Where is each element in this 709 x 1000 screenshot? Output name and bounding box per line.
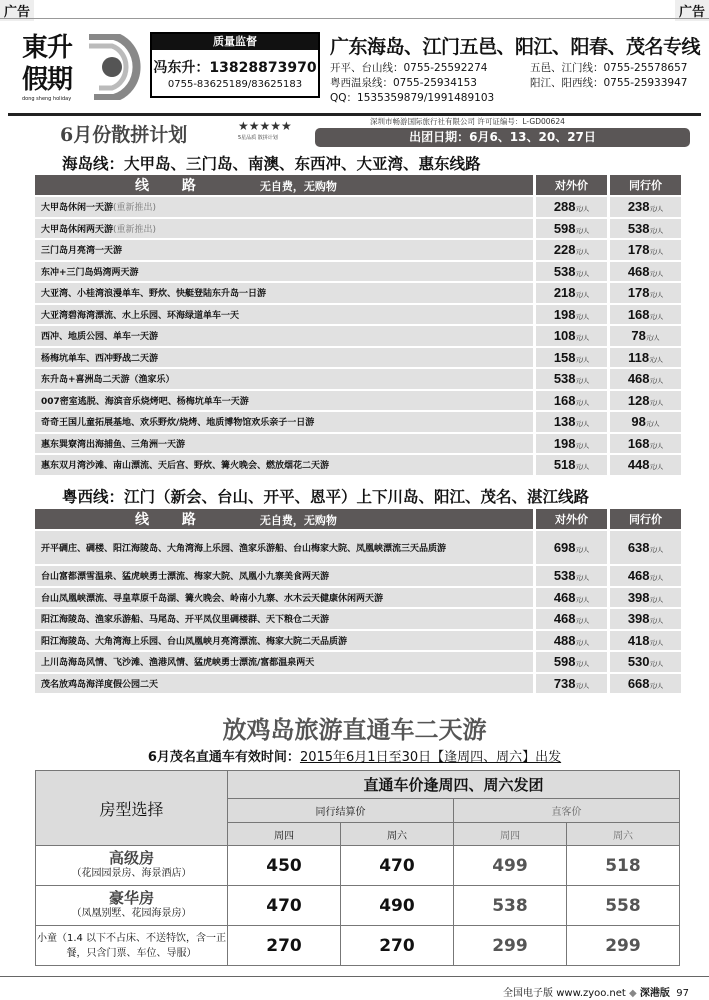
fangji-validity: [0, 746, 709, 765]
public-price: 738元/人: [536, 674, 607, 694]
day-header: 周六: [566, 823, 679, 846]
route-name: 西冲、地质公园、单车一天游: [35, 326, 533, 346]
room-type: [36, 926, 228, 966]
room-price: 558: [566, 886, 679, 926]
logo-sub: dong sheng holiday: [22, 96, 72, 102]
day-header: 周四: [453, 823, 566, 846]
fangji-price-table: [35, 770, 680, 966]
public-price: 538元/人: [536, 566, 607, 586]
company-license: 深圳市畅游国际旅行社有限公司 许可证编号：L-GD00624: [370, 117, 565, 126]
footer: [503, 984, 689, 999]
table-row: [35, 391, 681, 411]
plan-title: 6月份散拼计划: [60, 124, 188, 146]
room-type: [36, 846, 228, 886]
room-price: 450: [228, 846, 341, 886]
route-name: 阳江海陵岛、渔家乐游船、马尾岛、开平凤仪里碉楼群、天下粮仓二天游: [35, 609, 533, 629]
room-price: 499: [453, 846, 566, 886]
logo-line2: 假期: [22, 65, 73, 95]
public-price: 168元/人: [536, 391, 607, 411]
quality-phones: 0755-83625189/83625183: [167, 79, 303, 90]
route-name: 阳江海陵岛、大角湾海上乐园、台山凤凰峡月亮湾漂流、梅家大院二天品质游: [35, 631, 533, 651]
trade-price: 418元/人: [610, 631, 681, 651]
room-price: 470: [228, 886, 341, 926]
table-row: [35, 369, 681, 389]
public-price-header: 对外价: [536, 175, 607, 195]
room-price: 518: [566, 846, 679, 886]
trade-price: 118元/人: [610, 348, 681, 368]
table-row: [35, 326, 681, 346]
day-header: 周四: [228, 823, 341, 846]
route-note: (重新推出): [113, 224, 157, 235]
table-row: [35, 412, 681, 432]
section1-title: 海岛线：大甲岛、三门岛、南澳、东西冲、大亚湾、惠东线路: [62, 155, 481, 173]
room-price: 270: [228, 926, 341, 966]
table-row: [35, 455, 681, 475]
room-price: 490: [340, 886, 453, 926]
direct-price-header: 直客价: [453, 799, 679, 823]
route-header: 线 路 无自费，无购物: [35, 175, 533, 195]
public-price: 198元/人: [536, 305, 607, 325]
room-type: [36, 886, 228, 926]
table-row: [35, 609, 681, 629]
stars-sub: 5星品质 散拼计划: [238, 135, 278, 141]
room-price: 299: [453, 926, 566, 966]
route-name: 杨梅坑单车、西冲野战二天游: [35, 348, 533, 368]
trade-price: 238元/人: [610, 197, 681, 217]
validity-value: 2015年6月1日至30日【逢周四、周六】出发: [299, 750, 562, 765]
public-price: 518元/人: [536, 455, 607, 475]
trade-price: 468元/人: [610, 262, 681, 282]
stars-rating: [238, 120, 292, 144]
logo: [22, 34, 142, 102]
stars-icon: ★★★★★: [238, 119, 292, 133]
route-name: 大甲岛休闲一天游(重新推出): [35, 197, 533, 217]
table-row: [35, 348, 681, 368]
validity-label: 6月茂名直通车有效时间：: [147, 750, 300, 765]
room-desc: （花园园景房、海景酒店）: [71, 867, 192, 879]
route-name: 东升岛+喜洲岛二天游（渔家乐）: [35, 369, 533, 389]
footer-edition: 深港版: [639, 988, 670, 999]
public-price: 598元/人: [536, 652, 607, 672]
trade-price: 530元/人: [610, 652, 681, 672]
room-row: [36, 886, 680, 926]
fangji-title: 放鸡岛旅游直通车二天游: [222, 716, 487, 744]
table-row: [35, 588, 681, 608]
trade-price: 448元/人: [610, 455, 681, 475]
logo-swirl-icon: [84, 34, 144, 100]
route-name: 奇奇王国儿童拓展基地、欢乐野炊/烧烤、地质博物馆欢乐亲子一日游: [35, 412, 533, 432]
trade-price: 668元/人: [610, 674, 681, 694]
public-price: 228元/人: [536, 240, 607, 260]
footer-site: 全国电子版 www.zyoo.net: [503, 988, 626, 999]
trade-price: 168元/人: [610, 434, 681, 454]
table-row: [35, 262, 681, 282]
route-name: 007密室逃脱、海滨音乐烧烤吧、杨梅坑单车一天游: [35, 391, 533, 411]
route-name: 茂名放鸡岛海洋度假公园二天: [35, 674, 533, 694]
route-name: 三门岛月亮湾一天游: [35, 240, 533, 260]
table-row: [35, 531, 681, 564]
route-name: 台山凤凰峡漂流、寻皇草原千岛湖、篝火晚会、岭南小九寨、水木云天健康休闲两天游: [35, 588, 533, 608]
divider: [0, 18, 709, 19]
group-header: 直通车价逢周四、周六发团: [228, 771, 680, 799]
trade-price: 98元/人: [610, 412, 681, 432]
room-desc: （凤凰别墅、花园海景房）: [71, 907, 192, 919]
public-price: 198元/人: [536, 434, 607, 454]
room-name: 高级房: [108, 848, 154, 867]
route-name: 上川岛海岛风情、飞沙滩、渔港风情、猛虎峡勇士漂流/富都温泉两天: [35, 652, 533, 672]
contact-line: 阳江、阳西线：0755-25933947: [530, 77, 688, 89]
route-note: (重新推出): [113, 203, 157, 214]
quality-title: 质量监督: [152, 34, 318, 50]
trade-price: 78元/人: [610, 326, 681, 346]
quality-supervision-box: [150, 32, 320, 98]
table-row: [35, 434, 681, 454]
trade-price: 178元/人: [610, 283, 681, 303]
public-price: 488元/人: [536, 631, 607, 651]
route-name: 惠东双月湾沙滩、南山漂流、天后宫、野炊、篝火晚会、燃放烟花二天游: [35, 455, 533, 475]
room-row: [36, 926, 680, 966]
contact-line: 粤西温泉线：0755-25934153: [330, 77, 477, 89]
public-price: 138元/人: [536, 412, 607, 432]
trade-price: 638元/人: [610, 531, 681, 564]
room-price: 470: [340, 846, 453, 886]
public-price: 538元/人: [536, 369, 607, 389]
contact-line: 开平、台山线：0755-25592274: [330, 62, 488, 74]
island-routes-table: [32, 173, 684, 477]
no-extra-fee-note: 无自费，无购物: [259, 180, 337, 193]
room-price: 270: [340, 926, 453, 966]
route-name: 惠东巽寮湾出海捕鱼、三角洲一天游: [35, 434, 533, 454]
room-desc: 小童（1.4 以下不占床、不送特饮，含一正餐，只含门票、车位、导服）: [36, 932, 227, 959]
public-price: 598元/人: [536, 219, 607, 239]
route-name: 大甲岛休闲两天游(重新推出): [35, 219, 533, 239]
contact-qq: QQ：1535359879/1991489103: [330, 92, 495, 104]
header-contacts: [330, 32, 700, 106]
trade-price-header: 同行价: [610, 175, 681, 195]
page-number: 97: [676, 988, 689, 999]
day-header: 周六: [340, 823, 453, 846]
trade-price: 128元/人: [610, 391, 681, 411]
departure-dates: 出团日期：6月6、13、20、27日: [315, 128, 690, 147]
divider: [8, 113, 701, 116]
logo-line1: 東升: [22, 33, 73, 63]
route-name: 台山富都漂雪温泉、猛虎峡勇士漂流、梅家大院、凤凰小九寨美食两天游: [35, 566, 533, 586]
contact-line: 五邑、江门线：0755-25578657: [530, 62, 688, 74]
room-row: [36, 846, 680, 886]
public-price: 158元/人: [536, 348, 607, 368]
route-header: 线 路 无自费，无购物: [35, 509, 533, 529]
public-price: 288元/人: [536, 197, 607, 217]
public-price: 468元/人: [536, 588, 607, 608]
table-row: [35, 219, 681, 239]
ad-label-right: 广告: [675, 0, 709, 21]
divider: [0, 976, 709, 977]
room-price: 299: [566, 926, 679, 966]
ad-label-left: 广告: [0, 0, 34, 21]
table-row: [35, 652, 681, 672]
public-price: 538元/人: [536, 262, 607, 282]
trade-price: 398元/人: [610, 609, 681, 629]
room-name: 豪华房: [108, 888, 154, 907]
table-row: [35, 631, 681, 651]
table-row: [35, 283, 681, 303]
route-name: 开平碉庄、碉楼、阳江海陵岛、大角湾海上乐园、渔家乐游船、台山梅家大院、凤凰峡漂流三天品质游: [35, 531, 533, 564]
trade-price: 178元/人: [610, 240, 681, 260]
trade-price-header: 同行结算价: [228, 799, 454, 823]
route-name: 大亚湾、小桂湾浪漫单车、野炊、快艇登陆东升岛一日游: [35, 283, 533, 303]
public-price: 468元/人: [536, 609, 607, 629]
trade-price: 468元/人: [610, 369, 681, 389]
route-name: 大亚湾碧海湾漂流、水上乐园、环海绿道单车一天: [35, 305, 533, 325]
table-row: [35, 197, 681, 217]
room-type-header: 房型选择: [36, 771, 228, 846]
trade-price: 168元/人: [610, 305, 681, 325]
header-title: 广东海岛、江门五邑、阳江、阳春、茂名专线: [330, 36, 701, 58]
section2-title: 粤西线：江门（新会、台山、开平、恩平）上下川岛、阳江、茂名、湛江线路: [62, 488, 590, 506]
room-price: 538: [453, 886, 566, 926]
table-row: [35, 566, 681, 586]
no-extra-fee-note: 无自费，无购物: [259, 514, 337, 527]
quality-contact: 冯东升：13828873970: [153, 60, 317, 76]
trade-price: 468元/人: [610, 566, 681, 586]
trade-price-header: 同行价: [610, 509, 681, 529]
public-price: 218元/人: [536, 283, 607, 303]
table-row: [35, 240, 681, 260]
trade-price: 398元/人: [610, 588, 681, 608]
public-price-header: 对外价: [536, 509, 607, 529]
west-routes-table: [32, 507, 684, 695]
edition-icon: ◆: [629, 988, 637, 999]
public-price: 108元/人: [536, 326, 607, 346]
route-name: 东冲+三门岛妈湾两天游: [35, 262, 533, 282]
trade-price: 538元/人: [610, 219, 681, 239]
table-row: [35, 305, 681, 325]
table-row: [35, 674, 681, 694]
public-price: 698元/人: [536, 531, 607, 564]
